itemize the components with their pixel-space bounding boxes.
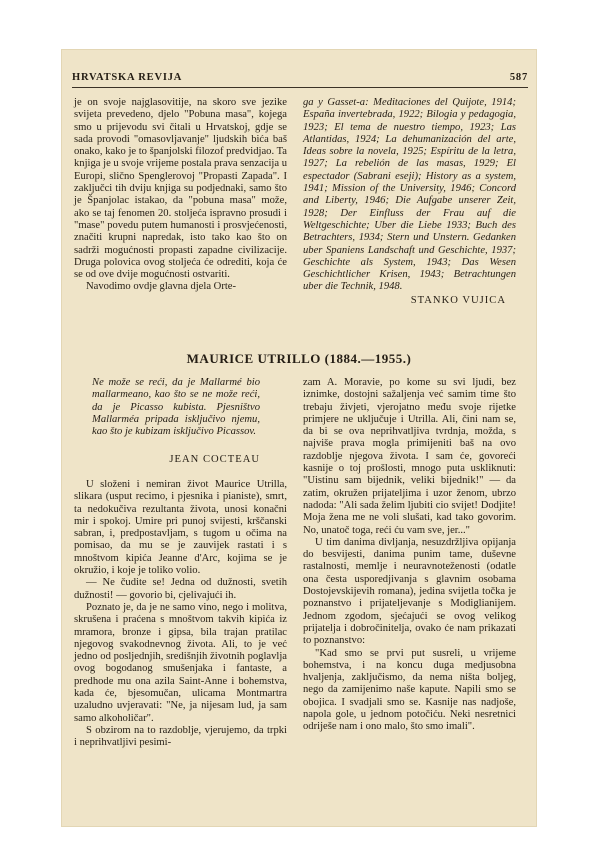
epigraph: Ne može se reći, da je Mallarmé bio mallarmeano, kao što se ne može reći, da je Picasso kubista. Pjesništvo Mallarméa pripada isključivo njemu, kao što je kubizam isključivo Picassov. — [92, 377, 260, 438]
top-article-left-column — [74, 97, 287, 294]
paragraph: Navodimo ovdje glavna djela Orte- — [86, 281, 237, 293]
journal-title: HRVATSKA REVIJA — [72, 72, 183, 83]
bibliography-list: ga y Gasset-a: Meditaciones del Quijote, 1914; España invertebrada, 1922; Bilogia y pedagogia, 1923; El tema de nuestro tiempo, 1923; Las Atlantidas, 1924; La dehumanización del arte, Ideas sobre la novela, 1925; Espíritu de la letra, 1927; La rebelión de las masas, 1929; El espectador (Sabrani eseji); History as a system, 1941; Mission of the University, 1946; Concord and Liberty, 1946; Die Aufgabe unserer Zeit, 1928; Der Einfluss der Frau auf die Weltgeschichte; Uber die Liebe 1933; Buch des Betrachters, 1934; Stern und Unstern. Gedanken uber Spaniens Landschaft und Geschichte, 1937; Geschichte als System, 1943; Das Wesen Geschichtlicher Krisen, 1943; Betrachtungen uber die Technik, 1948. — [303, 97, 516, 293]
running-header — [72, 67, 528, 83]
paragraph: — Ne čudite se! Jedna od dužnosti, svetih dužnosti! — govorio bi, cjelivajući ih. — [74, 577, 287, 601]
paragraph: je on svoje najglasovitije, na skoro sve jezike svijeta prevedeno, djelo "Pobuna masa", kojega smo u prijevodu svi čitali u Hrvatskoj, gdje se sada provodi "omasovljavanje" ljudskih bića baš onako, kako je to španjolski filozof predvidjao. Ta knjiga je u svoje vrijeme postala prava senzacija u Europi, slično Spenglerovoj "Propasti Zapada". I zaključci tih dviju knjiga su podjednaki, samo što je Španjolac istakao, da "pobuna masa" može, ako se taj fenomen 20. stoljeća ispravno prosudi i "mase" povedu putem humanosti i prosvjećenosti, značiti krupni napredak, isto tako kao što on sadrži mogućnosti propasti zapadne civilizacije. Druga polovica ovog stoljeća će odrediti, koja će se od ove dvije mogućnosti ostvariti. — [74, 97, 287, 281]
paragraph: U složeni i nemiran život Maurice Utrilla, slikara (usput recimo, i pjesnika i pianiste), smrt, ta nedokučiva rezultanta života, unosi konačni mir i spokoj. Umire pri punoj svijesti, krščanski sabran, i, predpostavljam, s tugom u očima na pomisao, da mu se je zauvijek rastati i s mnoštvom kipića Jeanne d'Arc, kojima se je okružio, i koje je toliko volio. — [74, 479, 287, 577]
magazine-page — [62, 50, 536, 826]
article-title: MAURICE UTRILLO (1884.—1955.) — [186, 351, 412, 366]
article-right-column — [303, 377, 516, 734]
paragraph: S obzirom na to razdoblje, vjerujemo, da trpki i neprihvatljivi pesimi- — [74, 724, 287, 749]
paragraph: "Kad smo se prvi put susreli, u vrijeme bohemstva, i na koncu duga medjusobna hvaljenja, zaključismo, da nema ništa boljeg, nego da zamijenimo naše kapute. Napili smo se obojica. I svadjali smo se. Kasnije nas nadjoše, napola gole, u jednom potočiću. Neki nesretnici odriješe nam i ono malo, što smo imali". — [303, 647, 516, 733]
top-article-right-column — [303, 97, 516, 307]
paragraph: Poznato je, da je ne samo vino, nego i molitva, skrušena i praćena s mnoštvom takvih kipića iz mramora, bronze i gipsa, bila trajan pratilac njegovog svakodnevnog života. Ali, to je već jedno od posljednjih, središnjih životnih poglavlja ovog bogodanog smušenjaka i fantaste, a predhode mu ona azila Saint-Anne i bohemstva, kada će, bjesomučan, ulicama Montmartra uzaludno uvjeravati: "Ne, ja nijesam lud, ja sam samo alkoholičar". — [74, 601, 287, 724]
paragraph: zam A. Moravie, po kome su svi ljudi, bez iznimke, dostojni sažaljenja već samim time što trebaju živjeti, vjerojatno među svoje rijetke primjere ne uključuje i Utrilla. Ali, čini nam se, da bi se ova neprihvatljiva tvrdnja, možda, s najviše prava mogla primijeniti baš na ovo razdoblje njegova života. I sam će, govoreći kasnije o toj prošlosti, mnogo puta uskliknuti: "Uistinu sam bijednik, veliki bijednik!" — da zatim, okružen prijateljima i uzor ženom, ubrzo nadoda: "Ali sada želim ljubiti cio svijet! Dodjite! Moja žena me ne voli slušati, kad tako govorim. No, unatoč toga, reći ću vam sve, jer..." — [303, 377, 516, 536]
article-left-column — [74, 479, 287, 750]
author-signature: STANKO VUJICA — [410, 294, 506, 306]
epigraph-author: JEAN COCTEAU — [169, 454, 260, 465]
paragraph: U tim danima divljanja, nesuzdržljiva opijanja do besvijesti, danima punim tame, duševne rastalnosti, memlje i neuravnoteženosti (odatle ona česta usporedjivanja s glavnim osobama Dostojevskijevih romana), jedina svijetla točka je poznanstvo i prijateljevanje s Modiglianijem. Jednom zgodom, sjećajući se ovog velikog prijatelja i dobročinitelja, ovako će nam prikazati to poznanstvo: — [303, 536, 516, 647]
page-number: 587 — [509, 72, 528, 83]
header-rule — [72, 87, 528, 88]
